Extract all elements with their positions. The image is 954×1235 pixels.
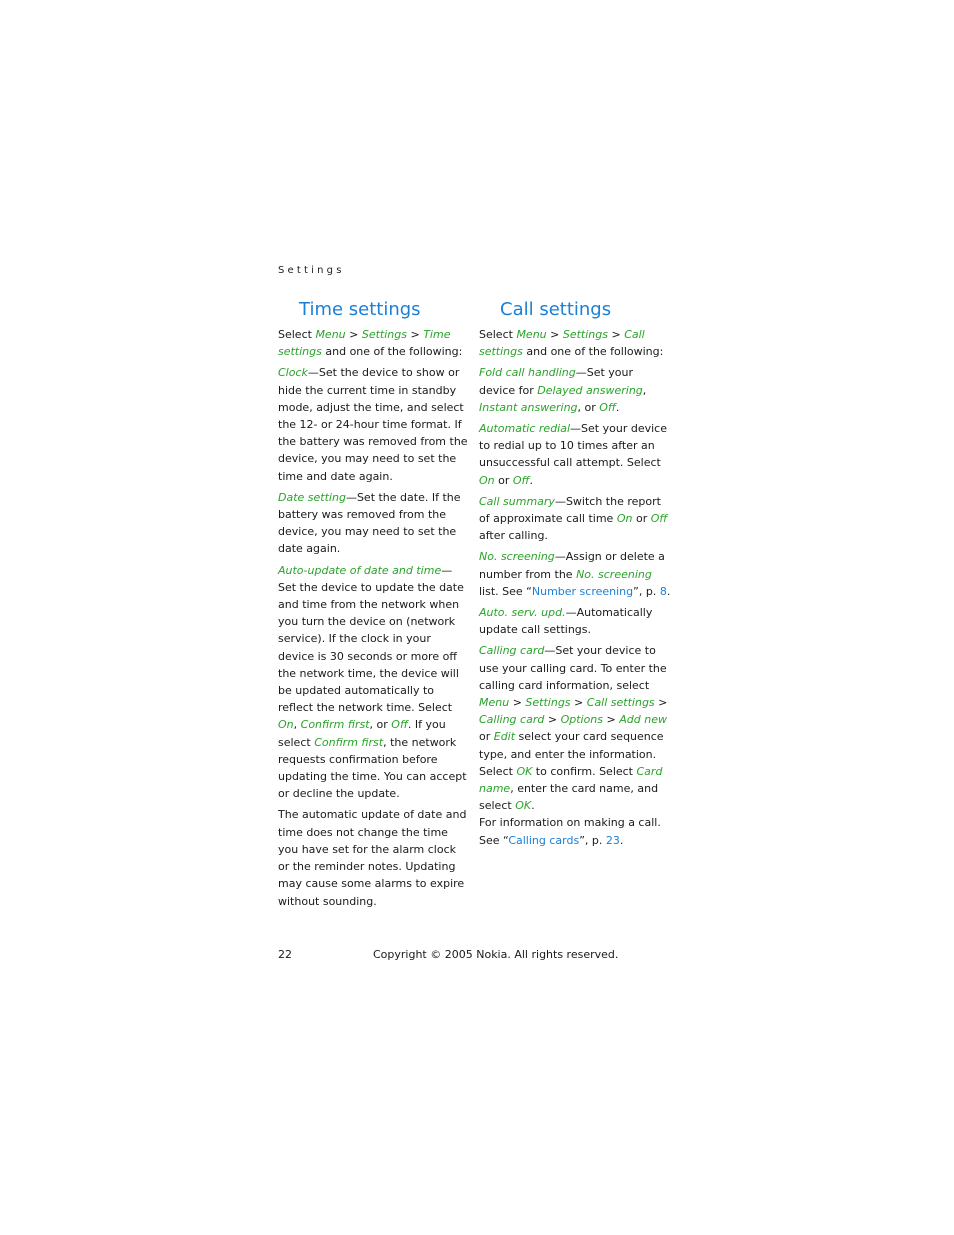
menu-term: Menu xyxy=(315,328,346,341)
page-number: 22 xyxy=(278,948,292,961)
ok-term: OK xyxy=(516,764,533,778)
auto-serv-upd-term: Auto. serv. upd. xyxy=(479,606,566,620)
call-settings-intro: Select Menu > Settings > Call settings and one of the following: xyxy=(479,328,664,359)
call-settings-term: Call settings xyxy=(479,328,645,359)
ok-term: OK xyxy=(515,799,532,813)
edit-term: Edit xyxy=(493,730,516,744)
call-summary-term: Call summary xyxy=(479,494,555,508)
automatic-redial-paragraph: Automatic redial—Set your device to redial up to 10 times after an unsuccessful call attempt. Select On or Off. xyxy=(479,422,667,487)
on-term: On xyxy=(616,512,633,526)
add-new-term: Add new xyxy=(619,713,667,727)
call-summary-paragraph: Call summary—Switch the report of approximate call time On or Off after calling. xyxy=(479,494,668,543)
no-screening-paragraph: No. screening—Assign or delete a number from the No. screening list. See “Number screening”, p. 8. xyxy=(479,550,671,598)
date-setting-term: Date setting xyxy=(278,490,346,504)
card-name-term: Card name xyxy=(479,764,663,796)
on-term: On xyxy=(278,718,294,732)
date-setting-paragraph: Date setting—Set the date. If the battery was removed from the device, you may need to set the date again. xyxy=(278,490,461,556)
off-term: Off xyxy=(650,512,668,526)
menu-term: Menu xyxy=(479,696,510,710)
delayed-answering-term: Delayed answering xyxy=(537,383,643,397)
settings-term: Settings xyxy=(361,328,407,341)
off-term: Off xyxy=(599,400,616,414)
calling-card-paragraph: Calling card—Set your device to use your calling card. To enter the calling card information, select Menu > Settings > Call settings > Calling card > Options > Add new or Edit select your card sequence type, and enter the information. Select OK to confirm. Select Card name, enter the card name, and select OK. For information on making a call. See “Calling cards”, p. 23. xyxy=(479,644,668,847)
calling-cards-link[interactable]: Calling cards xyxy=(508,833,580,847)
time-settings-intro: Select Menu > Settings > Time settings and one of the following: xyxy=(278,328,463,359)
off-term: Off xyxy=(512,473,530,487)
settings-term: Settings xyxy=(562,328,608,341)
copyright: Copyright © 2005 Nokia. All rights reserved. xyxy=(373,948,619,961)
page-link-23[interactable]: 23 xyxy=(605,833,620,847)
confirm-first-term: Confirm first xyxy=(300,718,370,732)
options-term: Options xyxy=(560,713,604,727)
menu-term: Menu xyxy=(516,328,547,341)
settings-term: Settings xyxy=(525,696,571,710)
on-term: On xyxy=(479,473,495,487)
clock-term: Clock xyxy=(278,366,308,380)
call-settings-term: Call settings xyxy=(586,696,655,710)
no-screening-term: No. screening xyxy=(576,567,652,581)
page-link-8[interactable]: 8 xyxy=(659,584,667,598)
no-screening-term: No. screening xyxy=(479,550,555,564)
auto-update-note: The automatic update of date and time does not change the time you have set for the alarm clock or the reminder notes. Updating may cause some alarms to expire without sounding. xyxy=(278,808,467,908)
running-head: Settings xyxy=(278,265,345,276)
calling-card-term: Calling card xyxy=(479,713,545,727)
number-screening-link[interactable]: Number screening xyxy=(531,584,634,598)
fold-call-term: Fold call handling xyxy=(479,366,576,380)
section-title-call-settings: Call settings xyxy=(500,299,612,320)
clock-paragraph: Clock—Set the device to show or hide the current time in standby mode, adjust the time, and select the 12- or 24-hour time format. If the battery was removed from the device, you may need to set the time and date again. xyxy=(278,366,468,483)
off-term: Off xyxy=(391,718,408,732)
time-settings-column xyxy=(278,298,470,914)
fold-call-paragraph: Fold call handling—Set your device for Delayed answering, Instant answering, or Off. xyxy=(479,366,647,414)
auto-serv-upd-paragraph: Auto. serv. upd.—Automatically update call settings. xyxy=(479,606,653,637)
call-settings-column xyxy=(479,298,671,853)
time-settings-term: Time settings xyxy=(278,328,451,359)
automatic-redial-term: Automatic redial xyxy=(479,422,571,436)
confirm-first-term: Confirm first xyxy=(314,735,384,749)
auto-update-paragraph: Auto-update of date and time—Set the device to update the date and time from the network when you turn the device on (network service). If the clock in your device is 30 seconds or more off the network time, the device will be updated automatically to reflect the network time. Select On, Confirm first, or Off. If you select Confirm first, the network requests confirmation before updating the time. You can accept or decline the update. xyxy=(278,563,467,801)
section-title-time-settings: Time settings xyxy=(299,299,421,320)
instant-answering-term: Instant answering xyxy=(479,400,578,414)
auto-update-term: Auto-update of date and time xyxy=(278,563,442,577)
calling-card-term: Calling card xyxy=(479,644,545,658)
